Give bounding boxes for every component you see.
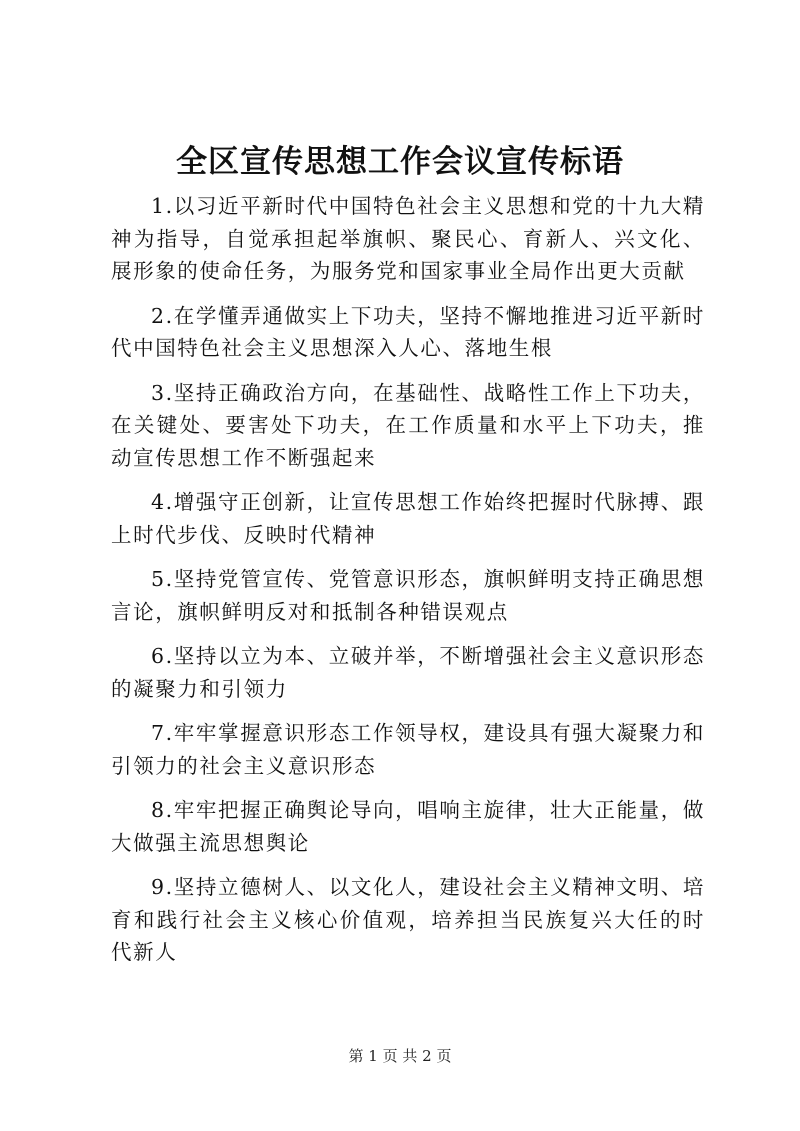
document-body: [111, 190, 705, 981]
slogan-paragraph-6: 6.坚持以立为本、立破并举，不断增强社会主义意识形态的凝聚力和引领力: [111, 644, 705, 701]
slogan-paragraph-4: 4.增强守正创新，让宣传思想工作始终把握时代脉搏、跟上时代步伐、反映时代精神: [111, 490, 705, 547]
slogan-paragraph-7: 7.牢牢掌握意识形态工作领导权，建设具有强大凝聚力和引领力的社会主义意识形态: [111, 721, 705, 778]
slogan-paragraph-8: 8.牢牢把握正确舆论导向，唱响主旋律，壮大正能量，做大做强主流思想舆论: [111, 798, 705, 855]
slogan-paragraph-1: 1.以习近平新时代中国特色社会主义思想和党的十九大精神为指导，自觉承担起举旗帜、聚民心、育新人、兴文化、展形象的使命任务，为服务党和国家事业全局作出更大贡献: [111, 194, 705, 283]
slogan-paragraph-9: 9.坚持立德树人、以文化人，建设社会主义精神文明、培育和践行社会主义核心价值观，培养担当民族复兴大任的时代新人: [111, 875, 705, 964]
page-number-footer: 第 1 页 共 2 页: [348, 1047, 452, 1065]
document-title: 全区宣传思想工作会议宣传标语: [176, 144, 624, 180]
slogan-paragraph-2: 2.在学懂弄通做实上下功夫，坚持不懈地推进习近平新时代中国特色社会主义思想深入人心、落地生根: [111, 303, 705, 360]
slogan-paragraph-5: 5.坚持党管宣传、党管意识形态，旗帜鲜明支持正确思想言论，旗帜鲜明反对和抵制各种错误观点: [111, 567, 705, 624]
slogan-paragraph-3: 3.坚持正确政治方向，在基础性、战略性工作上下功夫，在关键处、要害处下功夫，在工作质量和水平上下功夫，推动宣传思想工作不断强起来: [111, 380, 705, 470]
